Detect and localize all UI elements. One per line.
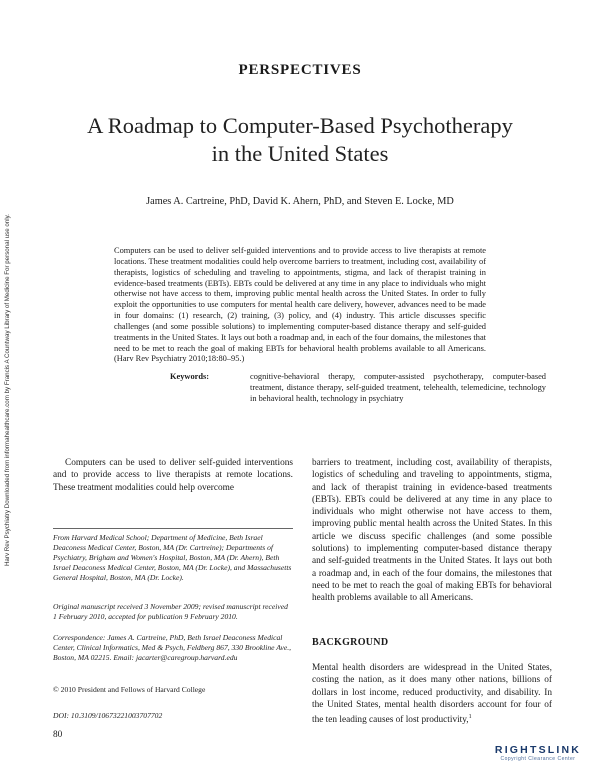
rightslink-logo-text: RIGHTSLINK [494, 744, 582, 756]
abstract: Computers can be used to deliver self-guided interventions and to provide access to live therapists at remote locations. These treatment modalities could help overcome barriers to treatment, including cost, availability of therapists, logistics of scheduling and traveling to appointments, stigma, and lack of therapist training in evidence-based treatments (EBTs). EBTs could be delivered at any time in any place to individuals who might otherwise not have access to them, improving public mental health across the United States. In order to fully exploit the opportunities to use computers for mental health care delivery, however, advances need to be made in four domains: (1) research, (2) training, (3) policy, and (4) industry. This article discusses specific challenges (and some possible solutions) to implementing computer-based distance therapy and self-guided treatments in the United States. It lays out both a roadmap and, in each of the four domains, the milestones that need to be met to reach the goal of making EBTs for behavioral health problems available to all Americans. (Harv Rev Psychiatry 2010;18:80–95.) [114, 246, 486, 364]
download-watermark-text: Harv Rev Psychiatry Downloaded from informahealthcare.com by Francis A Countway Library of Medicine For personal use only. [4, 213, 11, 567]
affiliation-note: From Harvard Medical School; Department of Medicine, Beth Israel Deaconess Medical Center, Boston, MA (Dr. Cartreine); Departments of Psychiatry, Brigham and Women's Hospital, Boston, MA (Dr. Ahern), Beth Israel Deaconess Medical Center, Boston, MA (Dr. Locke), and Massachusetts General Hospital, Boston, MA (Dr. Locke). [53, 528, 293, 583]
section-label: PERSPECTIVES [238, 62, 362, 78]
section-heading-background: BACKGROUND [312, 637, 389, 648]
correspondence-note: Correspondence: James A. Cartreine, PhD, Beth Israel Deaconess Medical Center, Clinical Informatics, Med & Psych, Feldberg 867, 330 Brookline Ave., Boston, MA 02215. Email: jacarter@caregroup.harvard.edu [53, 633, 292, 663]
rightslink-logo-subtitle: Copyright Clearance Center [500, 756, 576, 762]
title-line-2: in the United States [211, 141, 389, 166]
rightslink-logo[interactable] [482, 744, 594, 762]
footnote-ref[interactable]: 1 [468, 714, 472, 721]
copyright-line: © 2010 President and Fellows of Harvard College [53, 685, 206, 694]
intro-paragraph-right: barriers to treatment, including cost, availability of therapists, logistics of scheduling and traveling to appointments, stigma, and lack of therapist training in evidence-based treatments (EBTs). EBTs could be delivered at any time in any place to individuals who might otherwise not have access to them, improving public mental health across the United States. In this article we discuss specific challenges (and some possible solutions) to implementing computer-based distance therapy and self-guided treatments in the United States. It lays out both a roadmap and, in each of the four domains, the milestones that need to be met to reach the goal of making EBTs for behavioral health problems available to all Americans. [312, 458, 552, 604]
download-watermark [4, 210, 34, 570]
background-paragraph [312, 662, 552, 727]
author-list: James A. Cartreine, PhD, David K. Ahern, PhD, and Steven E. Locke, MD [146, 196, 454, 207]
article-title [40, 112, 560, 168]
keywords-list: cognitive-behavioral therapy, computer-assisted psychotherapy, computer-based treatment, distance therapy, self-guided treatment, telehealth, telemedicine, technology in behavioral health, technology in psychiatry [250, 372, 546, 403]
background-text: Mental health disorders are widespread in the United States, costing the nation, as it does many other nations, billions of dollars in lost income, reduced productivity, and disability. In the United States, mental health disorders account for four of the ten leading causes of lost productivity, [312, 663, 552, 726]
doi-line: DOI: 10.3109/10673221003707702 [53, 711, 163, 720]
page-number: 80 [53, 730, 63, 740]
keywords-label: Keywords: [170, 372, 210, 381]
manuscript-history: Original manuscript received 3 November 2009; revised manuscript received 1 February 2010, accepted for publication 9 February 2010. [53, 602, 288, 622]
title-line-1: A Roadmap to Computer-Based Psychotherapy [87, 113, 513, 138]
intro-paragraph-left: Computers can be used to deliver self-guided interventions and to provide access to live therapists at remote locations. These treatment modalities could help overcome [53, 458, 293, 493]
